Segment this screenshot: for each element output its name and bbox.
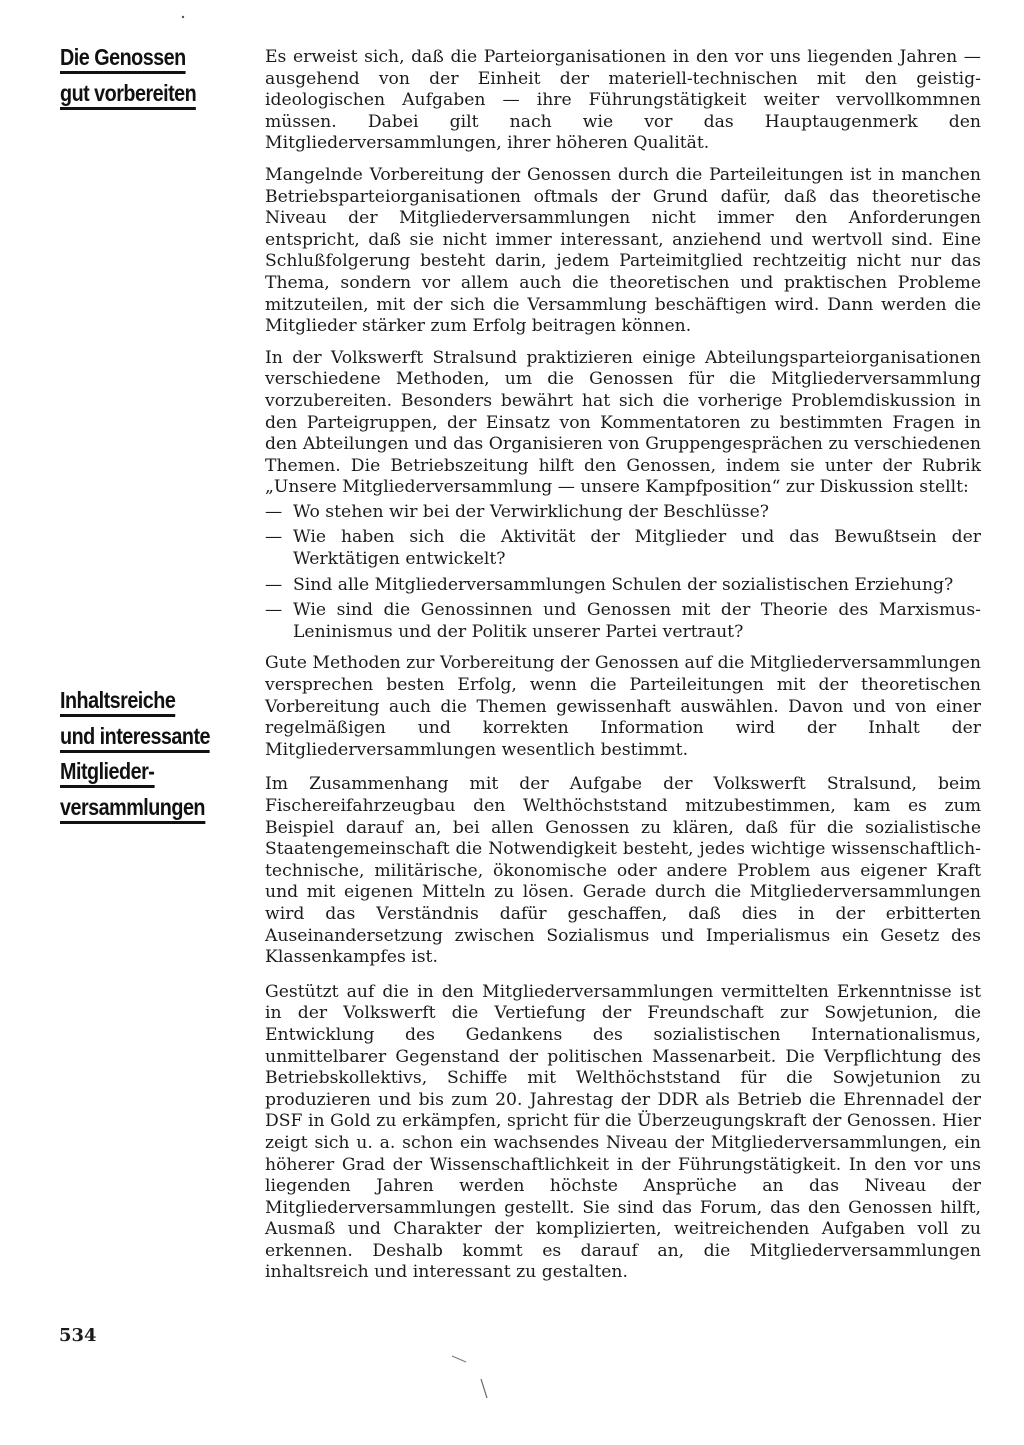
- list-item: — Wie haben sich die Aktivität der Mitglieder und das Bewußtsein der Werktätigen entwickelt?: [265, 527, 981, 570]
- question-list: [265, 502, 981, 644]
- heading-line: gut vorbereiten: [60, 76, 219, 112]
- body-text-column: [265, 47, 981, 1284]
- sidebar-heading-prepare-comrades: [60, 40, 219, 111]
- paragraph: Im Zusammenhang mit der Aufgabe der Volkswerft Stralsund, beim Fischereifahrzeugbau den Welthöchststand mitzubestimmen, kam es zum Beispiel darauf an, bei allen Genossen zu klären, daß für die sozialistische Staatengemeinschaft die Notwendigkeit besteht, jedes wichtige wissenschaftlich-technische, militärische, ökonomische oder andere Problem aus eigener Kraft und mit eigenen Mitteln zu lösen. Gerade durch die Mitgliederversammlungen wird das Verständnis dafür geschaffen, daß dies in der erbitterten Auseinandersetzung zwischen Sozialismus und Imperialismus ein Gesetz des Klassenkampfes ist.: [265, 774, 981, 968]
- paragraph: Es erweist sich, daß die Parteiorganisationen in den vor uns liegenden Jahren — ausgehend von der Einheit der materiell-technischen mit den geistig-ideologischen Aufgaben — ihre Führungstätigkeit weiter vervollkommnen müssen. Dabei gilt nach wie vor das Hauptaugenmerk den Mitgliederversammlungen, ihrer höheren Qualität.: [265, 47, 981, 154]
- heading-line: Mitglieder-: [60, 754, 219, 790]
- paragraph: In der Volkswerft Stralsund praktizieren einige Abteilungsparteiorganisationen verschiedene Methoden, um die Genossen für die Mitgliederversammlung vorzubereiten. Besonders bewährt hat sich die vorherige Problemdiskussion in den Parteigruppen, der Einsatz von Kommentatoren zu bestimmten Fragen in den Abteilungen und das Organisieren von Gruppengesprächen zu verschiedenen Themen. Die Betriebszeitung hilft den Genossen, indem sie unter der Rubrik „Unsere Mitgliederversammlung — unsere Kampfposition“ zur Diskussion stellt:: [265, 347, 981, 498]
- page-number: 534: [59, 1325, 97, 1346]
- heading-line: und interessante: [60, 719, 219, 755]
- paragraph: Mangelnde Vorbereitung der Genossen durch die Parteileitungen ist in manchen Betriebsparteiorganisationen oftmals der Grund dafür, daß das theoretische Niveau der Mitgliederversammlungen nicht immer den Anforderungen entspricht, daß sie nicht immer interessant, anziehend und wertvoll sind. Eine Schlußfolgerung besteht darin, jedem Parteimitglied rechtzeitig nicht nur das Thema, sondern vor allem auch die theoretischen und praktischen Probleme mitzuteilen, mit der sich die Versammlung beschäftigen wird. Dann werden die Mitglieder stärker zum Erfolg beitragen können.: [265, 164, 981, 337]
- list-item: — Wo stehen wir bei der Verwirklichung der Beschlüsse?: [265, 502, 981, 524]
- sidebar-heading-interesting-meetings: [60, 683, 219, 826]
- scan-speck: [452, 1356, 466, 1362]
- scan-speck: [481, 1379, 487, 1398]
- list-item: — Wie sind die Genossinnen und Genossen mit der Theorie des Marxismus-Leninismus und der Politik unserer Partei vertraut?: [265, 600, 981, 643]
- list-item: — Sind alle Mitgliederversammlungen Schulen der sozialistischen Erziehung?: [265, 575, 981, 597]
- paragraph: Gute Methoden zur Vorbereitung der Genossen auf die Mitgliederversammlungen versprechen besten Erfolg, wenn die Parteileitungen mit der theoretischen Vorbereitung auch die Themen gewissenhaft auswählen. Davon und von einer regelmäßigen und korrekten Information wird der Inhalt der Mitgliederversammlungen wesentlich bestimmt.: [265, 653, 981, 760]
- heading-line: versammlungen: [60, 790, 219, 826]
- heading-line: Die Genossen: [60, 40, 219, 76]
- scan-speck: [182, 16, 184, 18]
- heading-line: Inhaltsreiche: [60, 683, 219, 719]
- paragraph: Gestützt auf die in den Mitgliederversammlungen vermittelten Erkenntnisse ist in der Volkswerft die Vertiefung der Freundschaft zur Sowjetunion, die Entwicklung des Gedankens des sozialistischen Internationalismus, unmittelbarer Gegenstand der politischen Massenarbeit. Die Verpflichtung des Betriebskollektivs, Schiffe mit Welthöchststand für die Sowjetunion zu produzieren und bis zum 20. Jahrestag der DDR als Betrieb die Ehrennadel der DSF in Gold zu erkämpfen, spricht für die Überzeugungskraft der Genossen. Hier zeigt sich u. a. schon ein wachsendes Niveau der Mitgliederversammlungen, ein höherer Grad der Wissenschaftlichkeit in der Führungstätigkeit. In den vor uns liegenden Jahren werden höchste Ansprüche an das Niveau der Mitgliederversammlungen gestellt. Sie sind das Forum, das den Genossen hilft, Ausmaß und Charakter der komplizierten, weitreichenden Aufgaben voll zu erkennen. Deshalb kommt es darauf an, die Mitgliederversammlungen inhaltsreich und interessant zu gestalten.: [265, 981, 981, 1283]
